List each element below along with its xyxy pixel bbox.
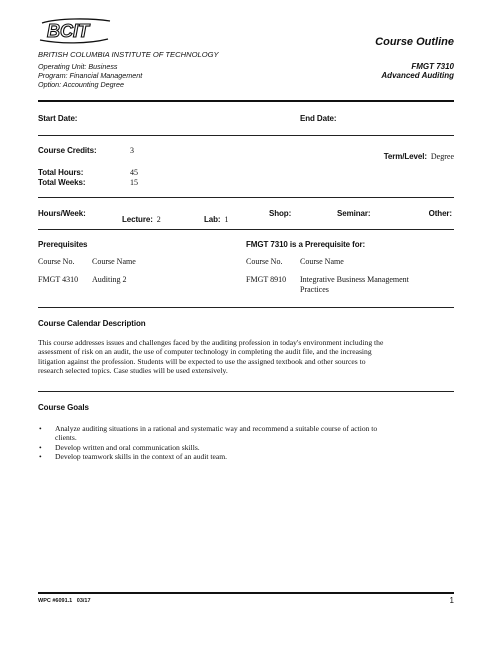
goal-item [38,443,456,452]
total-weeks-label: Total Weeks: [38,178,86,187]
page-number: 1 [449,596,454,605]
prereq-for-col-course-no: Course No. [246,257,283,266]
goal-text: Analyze auditing situations in a rational and systematic way and recommend a suitable course of action to [55,424,378,433]
bullet: • [39,424,42,433]
prereq-for-course-name: Integrative Business Management [300,275,409,284]
seminar-label: Seminar: [337,209,371,218]
divider [38,135,454,136]
course-code: FMGT 7310 [411,62,454,71]
other-label: Other: [428,209,452,218]
course-credits-value: 3 [130,146,134,155]
prereq-for-course-no: FMGT 8910 [246,275,287,284]
svg-text:BCIT: BCIT [47,21,89,41]
divider [38,307,454,308]
course-title: Advanced Auditing [381,71,454,80]
bullet: • [39,452,42,462]
prereq-course-name: Auditing 2 [92,275,127,284]
course-credits-label: Course Credits: [38,146,97,155]
divider [38,100,454,102]
description-line: assessment of risk on an audit, the use of computer technology in completing the audit file, and the increasing [38,347,372,357]
term-level-value: Degree [430,152,454,161]
doc-title: Course Outline [375,36,454,48]
calendar-description-heading: Course Calendar Description [38,319,146,328]
divider [38,197,454,198]
bcit-logo-graphic [38,17,114,45]
divider [38,391,454,392]
prereq-for-col-course-name: Course Name [300,257,344,266]
term-level-label: Term/Level: [383,152,427,161]
calendar-description [38,338,458,376]
description-line: litigation against the profession. Students will be expected to use the assigned textbook and other sources to [38,356,366,366]
goal-text: Develop teamwork skills in the context of an audit team. [55,452,228,462]
term-level [384,146,454,164]
lab-hours [204,209,229,227]
goal-text-cont: clients. [55,433,77,443]
total-hours-value: 45 [130,168,138,177]
prereq-col-course-name: Course Name [92,257,136,266]
form-code-number: WPC #6091.1 [38,598,73,604]
bcit-logo [38,17,114,45]
lab-value: 1 [224,215,229,224]
form-code [38,598,91,604]
divider [38,229,454,230]
description-line: research selected topics. Case studies will be used extensively. [38,366,228,376]
hours-week-label: Hours/Week: [38,209,86,218]
lab-label: Lab: [204,215,221,224]
option: Option: Accounting Degree [38,80,125,89]
program: Program: Financial Management [38,71,143,80]
prereq-course-no: FMGT 4310 [38,275,79,284]
prerequisite-for-heading: FMGT 7310 is a Prerequisite for: [246,240,366,249]
prereq-for-course-name-cont: Practices [300,285,329,294]
total-hours-label: Total Hours: [38,168,84,177]
course-goals-heading: Course Goals [38,403,89,412]
footer-divider [38,592,454,594]
shop-label: Shop: [269,209,292,218]
lecture-hours [122,209,161,227]
total-weeks-value: 15 [130,178,138,187]
institution-name: BRITISH COLUMBIA INSTITUTE OF TECHNOLOGY [38,50,219,59]
lecture-value: 2 [156,215,161,224]
end-date-label: End Date: [300,114,337,123]
start-date-label: Start Date: [38,114,78,123]
bullet: • [39,442,42,452]
goal-item [38,452,456,461]
lecture-label: Lecture: [122,215,153,224]
goal-text: Develop written and oral communication skills. [55,442,200,452]
prereq-col-course-no: Course No. [38,257,75,266]
course-goals-list [38,424,456,462]
prerequisites-heading: Prerequisites [38,240,88,249]
goal-item [38,424,456,443]
description-line: This course addresses issues and challenges faced by the auditing profession in today's environment including the [38,338,384,347]
form-code-suffix: 03/17 [76,598,91,604]
operating-unit: Operating Unit: Business [38,62,118,71]
